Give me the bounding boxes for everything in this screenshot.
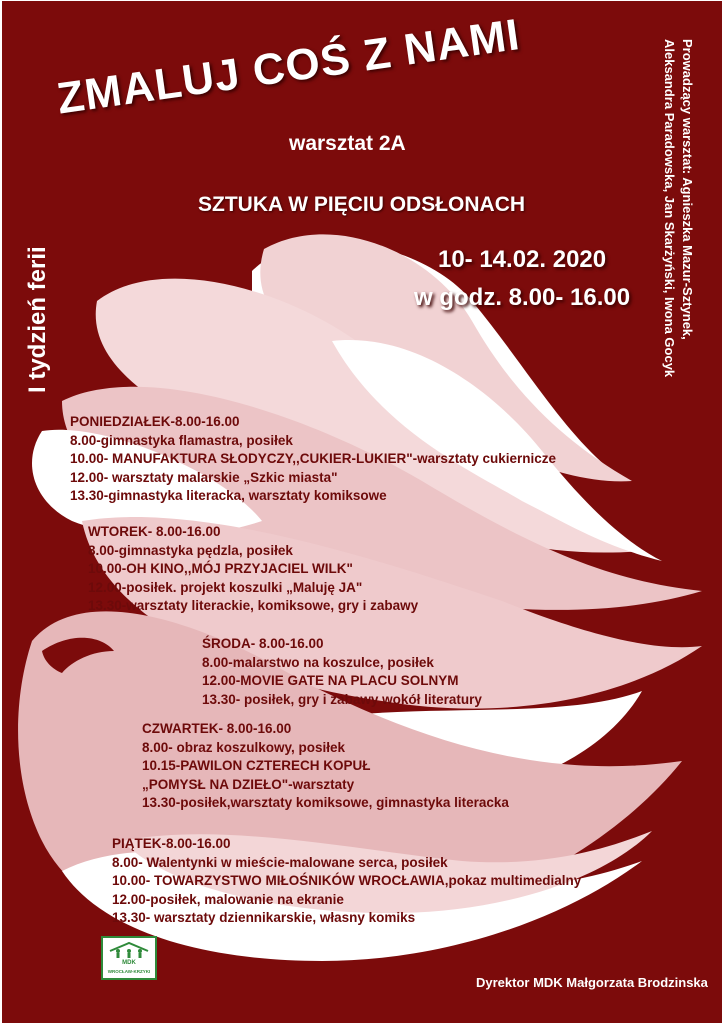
poster (2, 1, 722, 1023)
director-signature: Dyrektor MDK Małgorzata Brodzinska (476, 975, 708, 990)
instructors-block (660, 39, 696, 377)
workshop-subtitle: warsztat 2A (289, 132, 406, 155)
schedule-line: 12.00-posiłek, malowanie na ekranie (112, 891, 344, 907)
dates-block (414, 241, 630, 317)
day-friday (112, 835, 581, 928)
headline: SZTUKA W PIĘCIU ODSŁONACH (198, 193, 526, 216)
poster-title: ZMALUJ COŚ Z NAMI (54, 10, 524, 124)
day-title: WTOREK- 8.00-16.00 (88, 524, 221, 539)
schedule-line: 12.00- warsztaty malarskie „Szkic miasta" (70, 469, 338, 485)
date-range: 10- 14.02. 2020 (437, 246, 607, 273)
schedule-line: 13.30-posiłek,warsztaty komiksowe, gimnastyka literacka (142, 795, 509, 810)
schedule-line: 13.30- posiłek, gry i zabawy wokół literatury (202, 691, 482, 707)
day-title: PONIEDZIAŁEK-8.00-16.00 (70, 414, 240, 429)
schedule-line: 8.00- Walentynki w mieście-malowane serca, posiłek (112, 854, 448, 870)
day-tuesday (88, 523, 418, 616)
day-thursday (142, 720, 509, 813)
day-title: ŚRODA- 8.00-16.00 (202, 636, 324, 651)
day-wednesday (202, 635, 482, 709)
instructors-line-2: Aleksandra Paradowska, Jan Skarżyński, Iwona Gocyk (662, 39, 677, 378)
schedule-line: 8.00- obraz koszulkowy, posiłek (142, 739, 346, 755)
schedule-line: 12.00-MOVIE GATE NA PLACU SOLNYM (202, 673, 459, 688)
schedule-line: 10.00- TOWARZYSTWO MIŁOŚNIKÓW WROCŁAWIA,pokaz multimedialny (112, 873, 582, 888)
schedule-line: „POMYSŁ NA DZIEŁO"-warsztaty (142, 776, 355, 792)
schedule-line: 13.30-gimnastyka literacka, warsztaty komiksowe (70, 488, 387, 503)
schedule-line: 10.00- MANUFAKTURA SŁODYCZY,,CUKIER-LUKIER"-warsztaty cukiernicze (70, 451, 556, 466)
logo-location: WROCŁAW-KRZYKI (107, 969, 151, 974)
day-monday (70, 413, 556, 506)
day-title: PIĄTEK-8.00-16.00 (112, 836, 231, 851)
schedule-line: 8.00-malarstwo na koszulce, posiłek (202, 654, 434, 670)
week-label: I tydzień ferii (24, 246, 51, 393)
date-hours: w godz. 8.00- 16.00 (414, 284, 631, 311)
day-title: CZWARTEK- 8.00-16.00 (142, 721, 292, 736)
schedule-line: 13.30-warsztaty literackie, komiksowe, gry i zabawy (88, 598, 419, 613)
mdk-logo (101, 936, 157, 980)
instructors-line-1: Prowadzący warsztat: Agnieszka Mazur-Sztynek, (680, 39, 695, 340)
schedule-line: 10.00-OH KINO,,MÓJ PRZYJACIEL WILK" (88, 561, 353, 576)
schedule-line: 12.00-posiłek. projekt koszulki „Maluję JA" (88, 579, 363, 595)
logo-name: MDK (122, 960, 136, 966)
schedule-line: 8.00-gimnastyka pędzla, posiłek (88, 542, 293, 558)
schedule-line: 8.00-gimnastyka flamastra, posiłek (70, 432, 293, 448)
schedule-line: 10.15-PAWILON CZTERECH KOPUŁ (142, 758, 371, 773)
logo-figures-icon (108, 941, 150, 959)
schedule-line: 13.30- warsztaty dziennikarskie, własny komiks (112, 910, 416, 925)
